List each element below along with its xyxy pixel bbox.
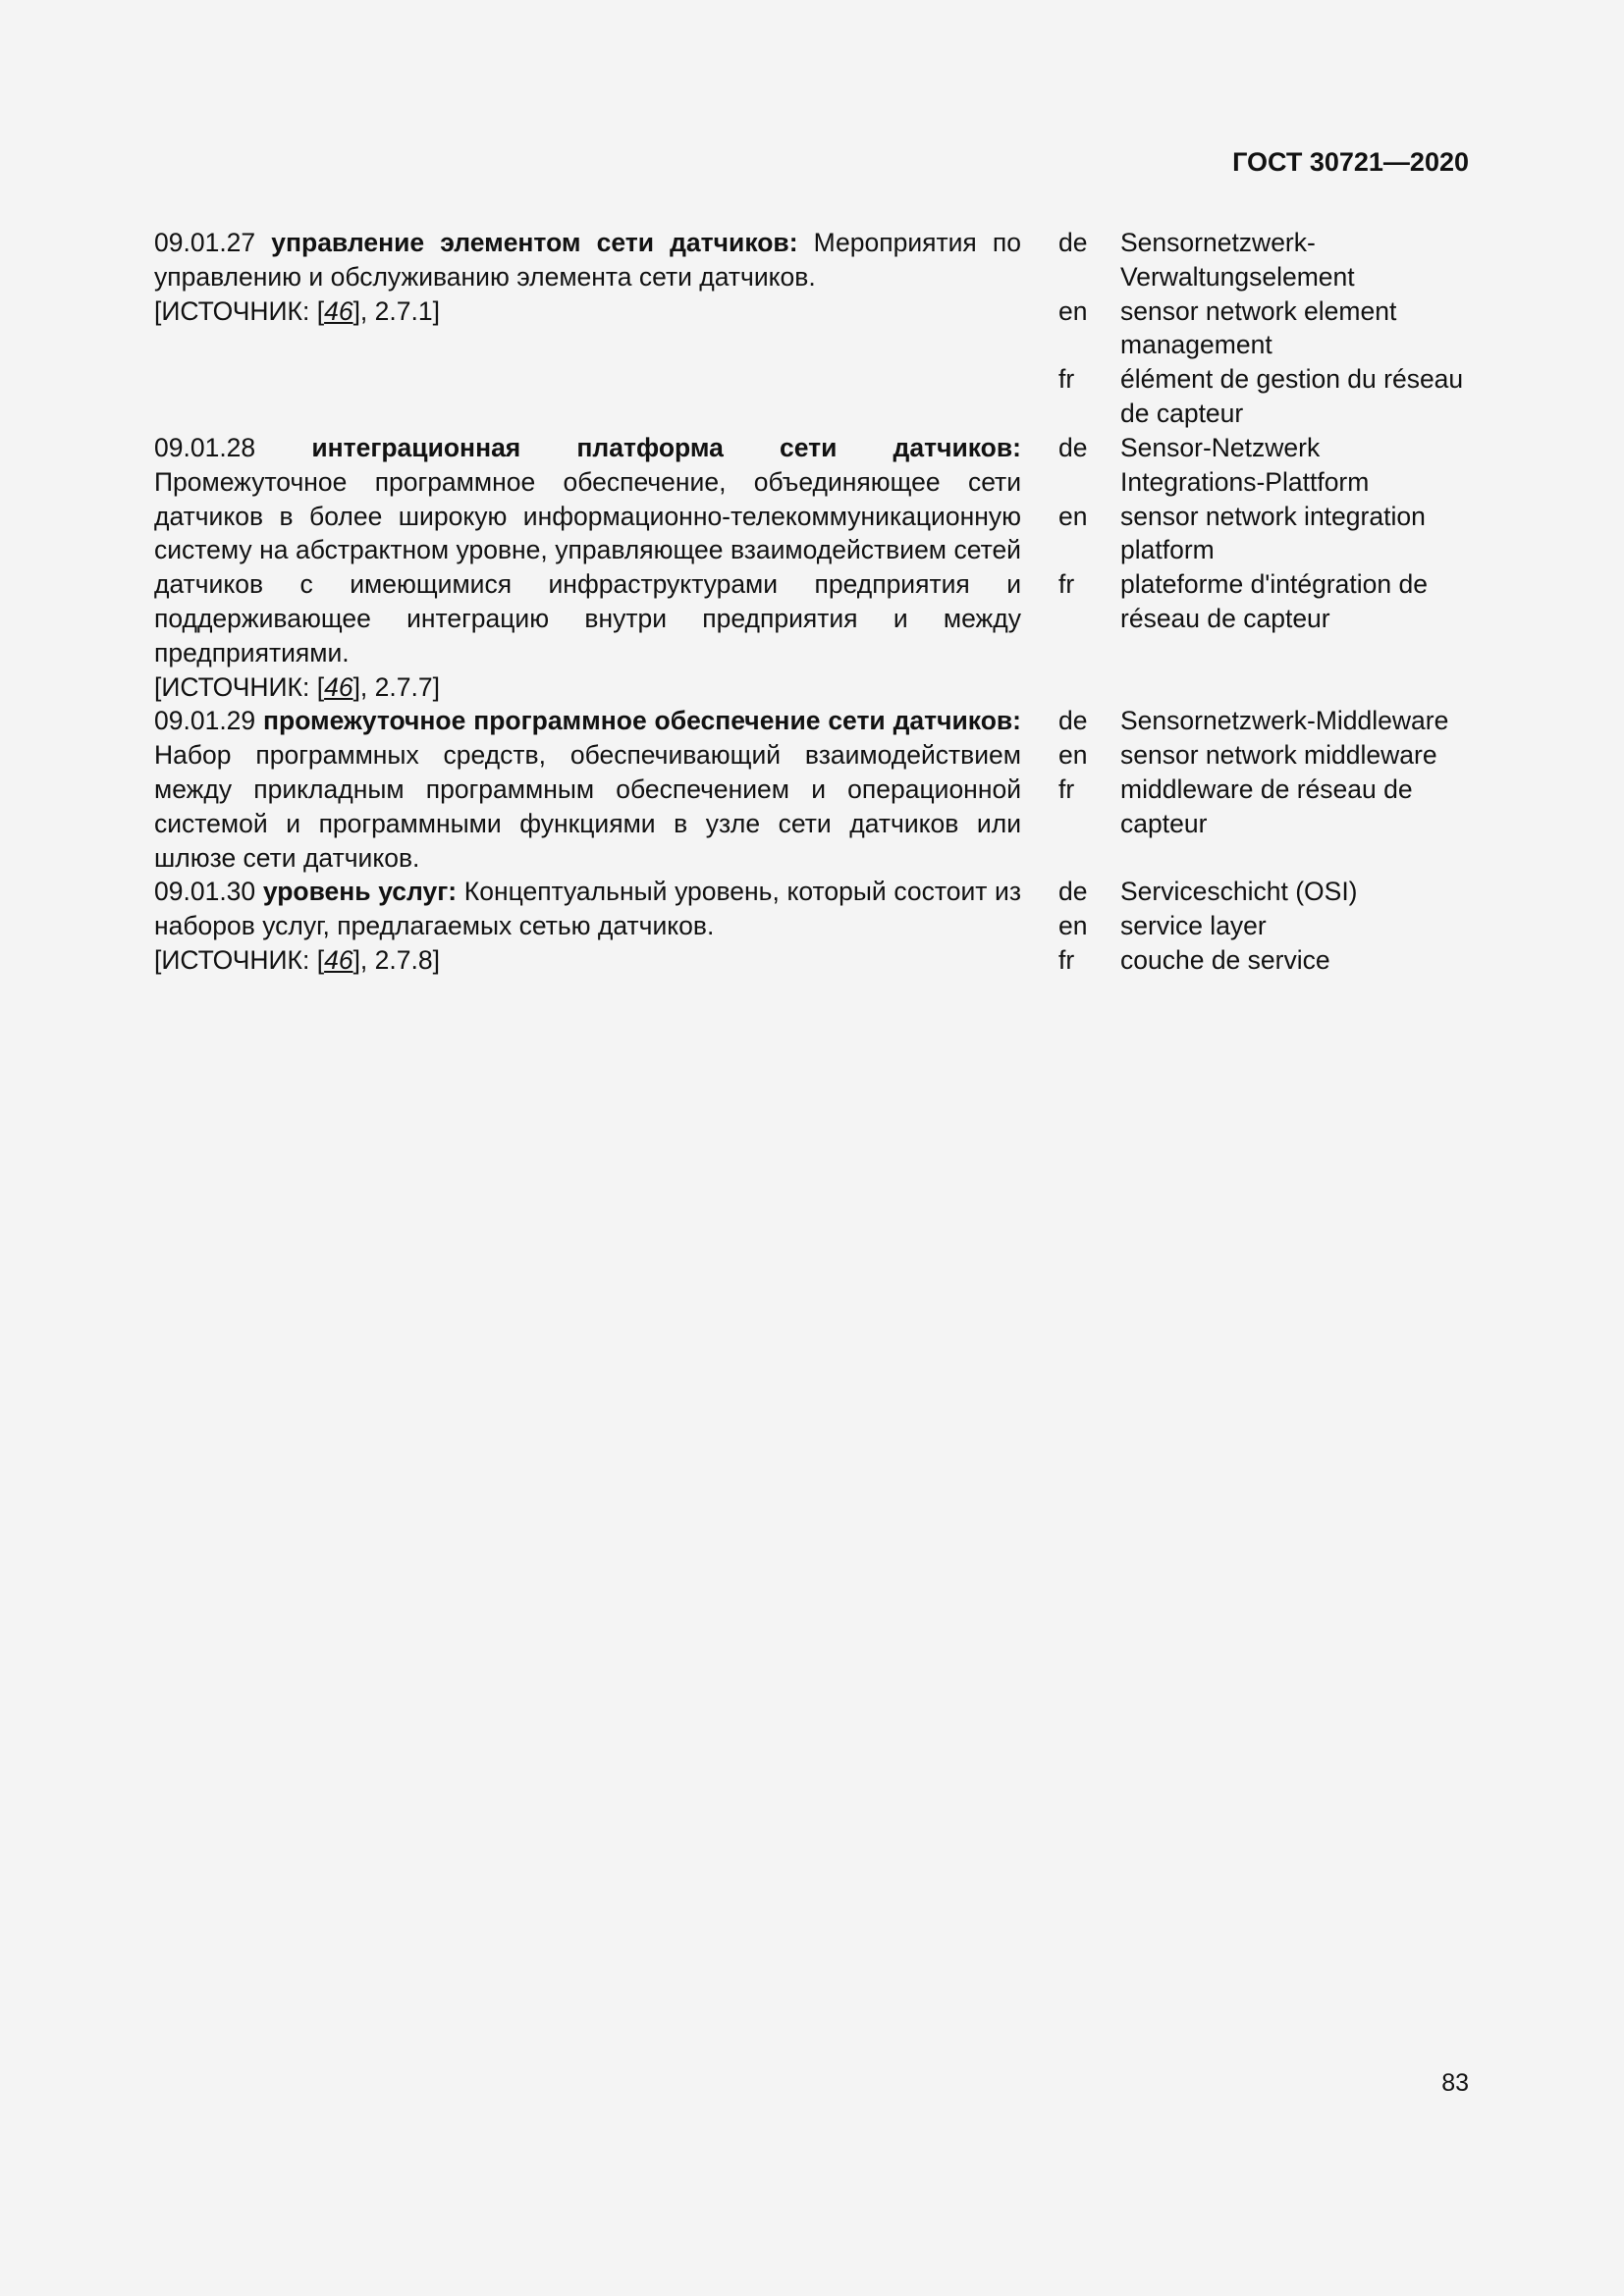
definition-text: Мероприятия по управлению и обслуживанию элемента сети датчиков.	[154, 228, 1021, 292]
reference-link[interactable]: 46	[324, 295, 353, 326]
definition-text: Промежуточное программное обеспечение, объединяющее сети датчиков в более широкую информационно-телекоммуникационную систему на абстрактном уровне, управляющее взаимодействием сетей датчиков с имеющимися инфраструктурами предприятия и поддерживающее интеграцию внутри предприятия и между предприятиями.	[154, 466, 1021, 667]
term-number: 09.01.28	[154, 433, 256, 462]
translations	[1058, 431, 1470, 636]
translations	[1058, 704, 1470, 840]
definition	[154, 875, 1021, 977]
translated-term: élément de gestion du réseau de capteur	[1120, 364, 1464, 428]
source-prefix: [ИСТОЧНИК: [	[154, 671, 325, 702]
source-ref	[154, 296, 440, 326]
translated-term: couche de service	[1120, 944, 1330, 975]
document-header: ГОСТ 30721—2020	[1232, 147, 1469, 177]
lang-code: de	[1058, 877, 1088, 907]
definition-text: Набор программных средств, обеспечивающий взаимодействием между прикладным программным обеспечением и операционной системой и программными функциями в узле сети датчиков или шлюзе сети датчиков.	[154, 740, 1021, 873]
lang-code: de	[1058, 433, 1088, 462]
term-title: уровень услуг:	[262, 877, 458, 907]
term-number: 09.01.29	[154, 706, 256, 736]
lang-code: fr	[1058, 774, 1075, 804]
translated-term: Sensornetzwerk-Verwaltungselement	[1120, 228, 1355, 292]
lang-code: fr	[1058, 569, 1075, 600]
translated-term: sensor network element management	[1120, 295, 1397, 360]
reference-link[interactable]: 46	[324, 944, 353, 975]
translated-term: Serviceschicht (OSI)	[1120, 877, 1358, 907]
translated-term: sensor network integration platform	[1120, 501, 1426, 565]
translations	[1058, 226, 1470, 431]
term-entry	[154, 875, 1470, 977]
definition-text: Концептуальный уровень, который состоит из наборов услуг, предлагаемых сетью датчиков.	[154, 877, 1021, 941]
term-entry	[154, 704, 1470, 875]
translated-term: Sensornetzwerk-Middleware	[1120, 706, 1449, 736]
translated-term: service layer	[1120, 911, 1267, 941]
reference-link[interactable]: 46	[324, 671, 353, 702]
term-title: интеграционная платформа сети датчиков:	[311, 433, 1021, 462]
term-entry	[154, 226, 1470, 431]
lang-code: fr	[1058, 364, 1075, 395]
term-title: промежуточное программное обеспечение сети датчиков:	[263, 706, 1021, 736]
term-title: управление элементом сети датчиков:	[271, 228, 798, 257]
lang-code: en	[1058, 911, 1088, 941]
page-number: 83	[1441, 2069, 1469, 2097]
source-prefix: [ИСТОЧНИК: [	[154, 295, 325, 326]
source-ref	[154, 945, 440, 975]
term-entry	[154, 431, 1470, 704]
translated-term: plateforme d'intégration de réseau de capteur	[1120, 569, 1428, 633]
lang-code: en	[1058, 295, 1088, 326]
source-suffix: ], 2.7.7]	[352, 671, 440, 702]
translations	[1058, 875, 1470, 977]
lang-code: en	[1058, 501, 1088, 531]
lang-code: de	[1058, 706, 1088, 736]
source-suffix: ], 2.7.8]	[352, 944, 440, 975]
definition	[154, 704, 1021, 875]
lang-code: de	[1058, 228, 1088, 257]
lang-code: fr	[1058, 944, 1075, 975]
term-number: 09.01.30	[154, 877, 256, 907]
source-prefix: [ИСТОЧНИК: [	[154, 944, 325, 975]
source-ref	[154, 672, 440, 702]
term-list	[154, 226, 1470, 978]
term-number: 09.01.27	[154, 228, 256, 257]
translated-term: sensor network middleware	[1120, 740, 1437, 771]
translated-term: Sensor-Netzwerk Integrations-Plattform	[1120, 433, 1370, 497]
source-suffix: ], 2.7.1]	[352, 295, 440, 326]
definition	[154, 226, 1021, 328]
lang-code: en	[1058, 740, 1088, 771]
translated-term: middleware de réseau de capteur	[1120, 774, 1413, 838]
definition	[154, 431, 1021, 704]
